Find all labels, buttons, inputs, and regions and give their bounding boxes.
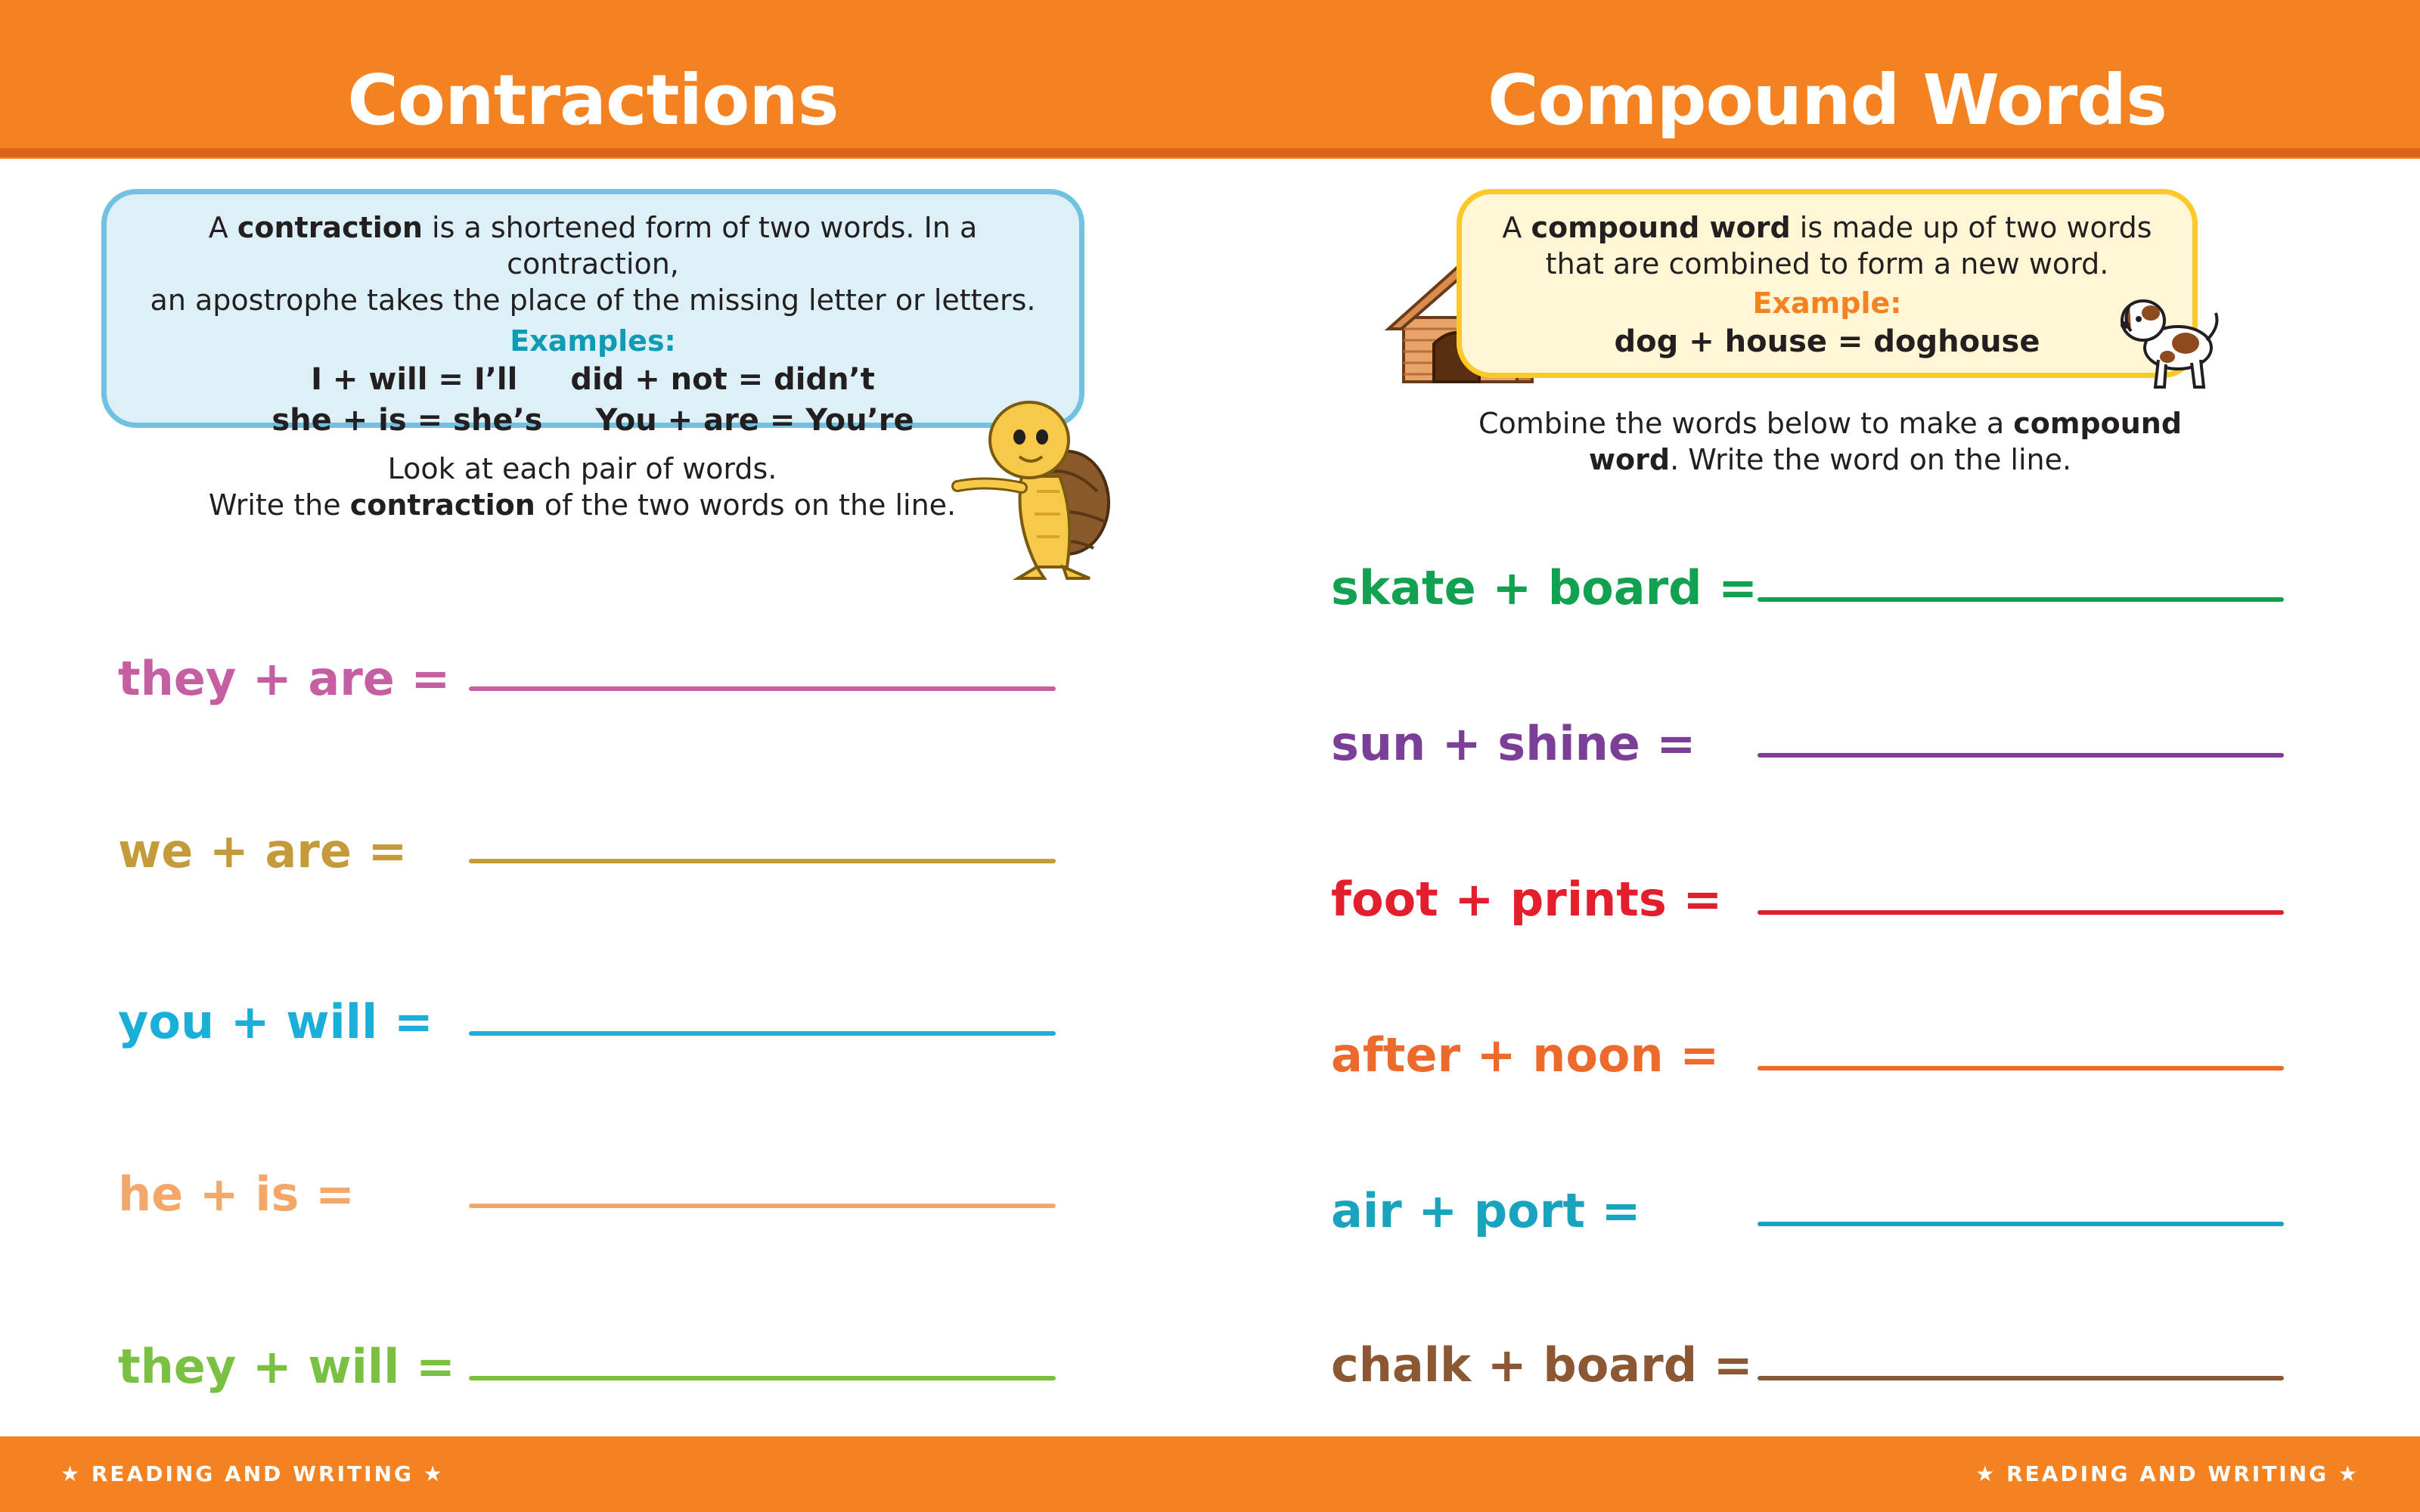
exercise-air-port: air + port =: [1331, 1183, 1641, 1238]
definition-term: contraction: [237, 211, 423, 244]
instructions-prefix: Write the: [208, 488, 350, 522]
example-youre: You + are = You’re: [595, 403, 914, 438]
compound-instructions-term: compound: [2013, 407, 2183, 440]
compound-instructions: [1422, 405, 2238, 478]
compound-instructions-term-2: word: [1588, 443, 1671, 476]
answer-line-chalk-board[interactable]: [1758, 1376, 2284, 1380]
compound-definition-term: compound word: [1531, 211, 1791, 244]
answer-line-he-is[interactable]: [469, 1204, 1056, 1208]
exercise-after-noon: after + noon =: [1331, 1027, 1720, 1083]
examples-label: Examples:: [510, 324, 676, 358]
instructions-line-1: Look at each pair of words.: [387, 452, 777, 485]
definition-prefix: A: [208, 211, 237, 244]
examples-row-2: [129, 400, 1056, 441]
exercise-we-are: we + are =: [118, 823, 408, 878]
answer-line-after-noon[interactable]: [1758, 1066, 2284, 1070]
exercise-you-will: you + will =: [118, 994, 433, 1049]
compound-words-title: Compound Words: [1488, 60, 2167, 141]
answer-line-they-will[interactable]: [469, 1376, 1056, 1380]
definition-suffix: is a shortened form of two words. In a contraction,: [422, 211, 978, 280]
answer-line-you-will[interactable]: [469, 1031, 1056, 1036]
exercise-sun-shine: sun + shine =: [1331, 716, 1696, 771]
compound-definition-suffix: is made up of two words: [1790, 211, 2152, 244]
instructions-line-2: [166, 487, 998, 523]
compound-instructions-line-2: [1422, 442, 2238, 478]
answer-line-they-are[interactable]: [469, 686, 1056, 691]
definition-line-1: [129, 209, 1056, 282]
example-shes: she + is = she’s: [271, 403, 543, 438]
footer-label-left: ★ READING AND WRITING ★: [60, 1461, 445, 1486]
exercise-foot-prints: foot + prints =: [1331, 872, 1723, 927]
compound-definition-line-1: [1492, 209, 2162, 246]
example-doghouse: dog + house = doghouse: [1614, 324, 2040, 359]
examples-row-1: [129, 359, 1056, 400]
compound-instructions-suffix: . Write the word on the line.: [1670, 443, 2072, 476]
compound-instructions-line-1: [1422, 405, 2238, 442]
exercise-he-is: he + is =: [118, 1167, 355, 1222]
instructions-term: contraction: [349, 488, 535, 522]
header-divider: [0, 148, 2420, 157]
contractions-title: Contractions: [347, 60, 839, 141]
contraction-definition-box: [101, 189, 1084, 438]
answer-line-we-are[interactable]: [469, 859, 1056, 863]
answer-line-air-port[interactable]: [1758, 1222, 2284, 1226]
answer-line-sun-shine[interactable]: [1758, 753, 2284, 758]
compound-definition-prefix: A: [1502, 211, 1531, 244]
exercise-they-are: they + are =: [118, 651, 451, 706]
instructions-suffix: of the two words on the line.: [535, 488, 957, 522]
compound-definition-box: [1457, 189, 2198, 378]
puppy-icon: [2116, 287, 2223, 393]
exercise-they-will: they + will =: [118, 1339, 455, 1394]
exercise-chalk-board: chalk + board =: [1331, 1337, 1753, 1393]
compound-instructions-prefix: Combine the words below to make a: [1478, 407, 2014, 440]
footer-label-right: ★ READING AND WRITING ★: [1975, 1461, 2360, 1486]
compound-definition-line-2: that are combined to form a new word.: [1545, 247, 2109, 280]
contraction-instructions: [166, 451, 998, 523]
definition-line-2: an apostrophe takes the place of the missing letter or letters.: [150, 284, 1036, 317]
example-ill: I + will = I’ll: [311, 362, 518, 397]
answer-line-skate-board[interactable]: [1758, 597, 2284, 602]
answer-line-foot-prints[interactable]: [1758, 910, 2284, 915]
example-label: Example:: [1752, 287, 1902, 320]
example-didnt: did + not = didn’t: [570, 362, 875, 397]
exercise-skate-board: skate + board =: [1331, 560, 1758, 615]
